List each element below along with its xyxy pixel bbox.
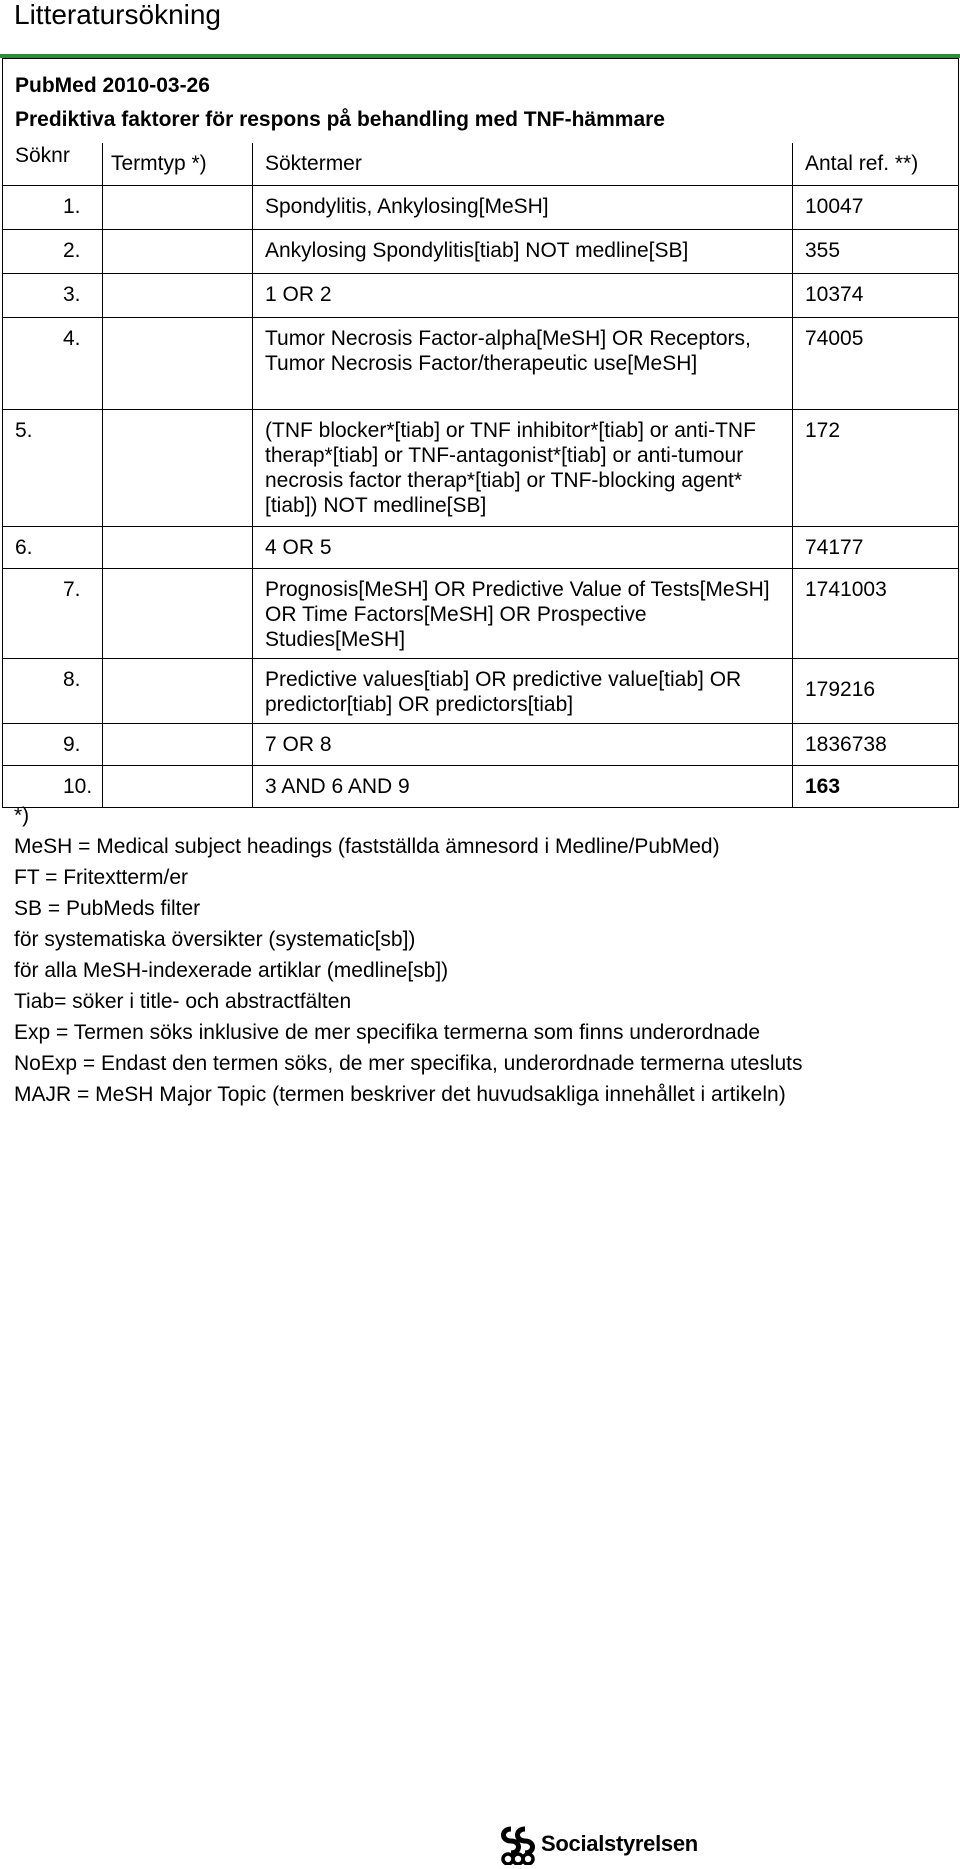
search-strategy-table xyxy=(2,58,959,808)
row-terms: Tumor Necrosis Factor-alpha[MeSH] OR Receptors, Tumor Necrosis Factor/therapeutic use[MeSH] xyxy=(253,317,793,409)
row-type xyxy=(103,723,253,765)
footnote-line: NoExp = Endast den termen söks, de mer specifika, underordnade termerna utesluts xyxy=(14,1052,803,1075)
table-row xyxy=(3,568,959,658)
row-num: 6. xyxy=(3,526,103,568)
row-count: 1836738 xyxy=(793,723,959,765)
row-terms: Predictive values[tiab] OR predictive value[tiab] OR predictor[tiab] OR predictors[tiab] xyxy=(253,658,793,723)
col-soknr: Söknr xyxy=(3,143,103,185)
table-row xyxy=(3,723,959,765)
row-terms: (TNF blocker*[tiab] or TNF inhibitor*[tiab] or anti-TNF therap*[tiab] or TNF-antagonist*[tiab] or anti-tumour necrosis factor therap*[tiab] or TNF-blocking agent*[tiab]) NOT medline[SB] xyxy=(253,409,793,526)
footnote-line: för alla MeSH-indexerade artiklar (medline[sb]) xyxy=(14,959,449,982)
socialstyrelsen-logo-icon xyxy=(497,1823,539,1865)
socialstyrelsen-logo xyxy=(497,1822,698,1866)
row-terms: Ankylosing Spondylitis[tiab] NOT medline[SB] xyxy=(253,229,793,273)
row-count: 172 xyxy=(793,409,959,526)
col-soktermer: Söktermer xyxy=(253,143,793,185)
table-row xyxy=(3,317,959,409)
row-type xyxy=(103,273,253,317)
row-num: 2. xyxy=(3,229,103,273)
row-type xyxy=(103,409,253,526)
row-type xyxy=(103,658,253,723)
database-date: PubMed 2010-03-26 xyxy=(15,74,210,97)
row-num: 9. xyxy=(3,723,103,765)
table-row xyxy=(3,409,959,526)
footnote-line: Tiab= söker i title- och abstractfälten xyxy=(14,990,352,1013)
logo-text: Socialstyrelsen xyxy=(541,1831,698,1856)
table-row xyxy=(3,526,959,568)
row-count: 179216 xyxy=(793,658,959,723)
footnote-line: MeSH = Medical subject headings (fastställda ämnesord i Medline/PubMed) xyxy=(14,835,720,858)
row-num: 5. xyxy=(3,409,103,526)
row-type xyxy=(103,568,253,658)
row-num: 8. xyxy=(3,658,103,723)
row-type xyxy=(103,229,253,273)
footnote-line: SB = PubMeds filter xyxy=(14,897,201,920)
row-terms: 3 AND 6 AND 9 xyxy=(253,765,793,807)
footnote-line: Exp = Termen söks inklusive de mer specifika termerna som finns underordnade xyxy=(14,1021,761,1044)
row-terms: Spondylitis, Ankylosing[MeSH] xyxy=(253,185,793,229)
footnotes xyxy=(14,800,803,1110)
column-headers xyxy=(3,143,959,185)
row-type xyxy=(103,185,253,229)
footnote-line: för systematiska översikter (systematic[sb]) xyxy=(14,928,416,951)
row-terms: 4 OR 5 xyxy=(253,526,793,568)
table-row xyxy=(3,229,959,273)
row-count: 355 xyxy=(793,229,959,273)
row-num: 3. xyxy=(3,273,103,317)
table-header xyxy=(3,59,959,144)
search-topic: Prediktiva faktorer för respons på behandling med TNF-hämmare xyxy=(15,108,665,131)
row-terms: 1 OR 2 xyxy=(253,273,793,317)
row-num: 10. xyxy=(3,765,103,807)
table-row xyxy=(3,273,959,317)
col-antal-ref: Antal ref. **) xyxy=(793,143,959,185)
row-type xyxy=(103,526,253,568)
row-count: 74005 xyxy=(793,317,959,409)
footnote-line: *) xyxy=(14,804,30,827)
row-count: 1741003 xyxy=(793,568,959,658)
row-count: 10374 xyxy=(793,273,959,317)
row-count: 74177 xyxy=(793,526,959,568)
row-count: 163 xyxy=(793,765,959,807)
row-terms: 7 OR 8 xyxy=(253,723,793,765)
row-num: 1. xyxy=(3,185,103,229)
row-type xyxy=(103,317,253,409)
row-num: 7. xyxy=(3,568,103,658)
col-termtyp: Termtyp *) xyxy=(103,143,253,185)
footnote-line: FT = Fritextterm/er xyxy=(14,866,189,889)
page-title: Litteratursökning xyxy=(14,0,222,30)
table-row xyxy=(3,185,959,229)
row-num: 4. xyxy=(3,317,103,409)
footnote-line: MAJR = MeSH Major Topic (termen beskriver det huvudsakliga innehållet i artikeln) xyxy=(14,1083,786,1106)
row-terms: Prognosis[MeSH] OR Predictive Value of Tests[MeSH] OR Time Factors[MeSH] OR Prospective Studies[MeSH] xyxy=(253,568,793,658)
table-row xyxy=(3,658,959,723)
row-count: 10047 xyxy=(793,185,959,229)
